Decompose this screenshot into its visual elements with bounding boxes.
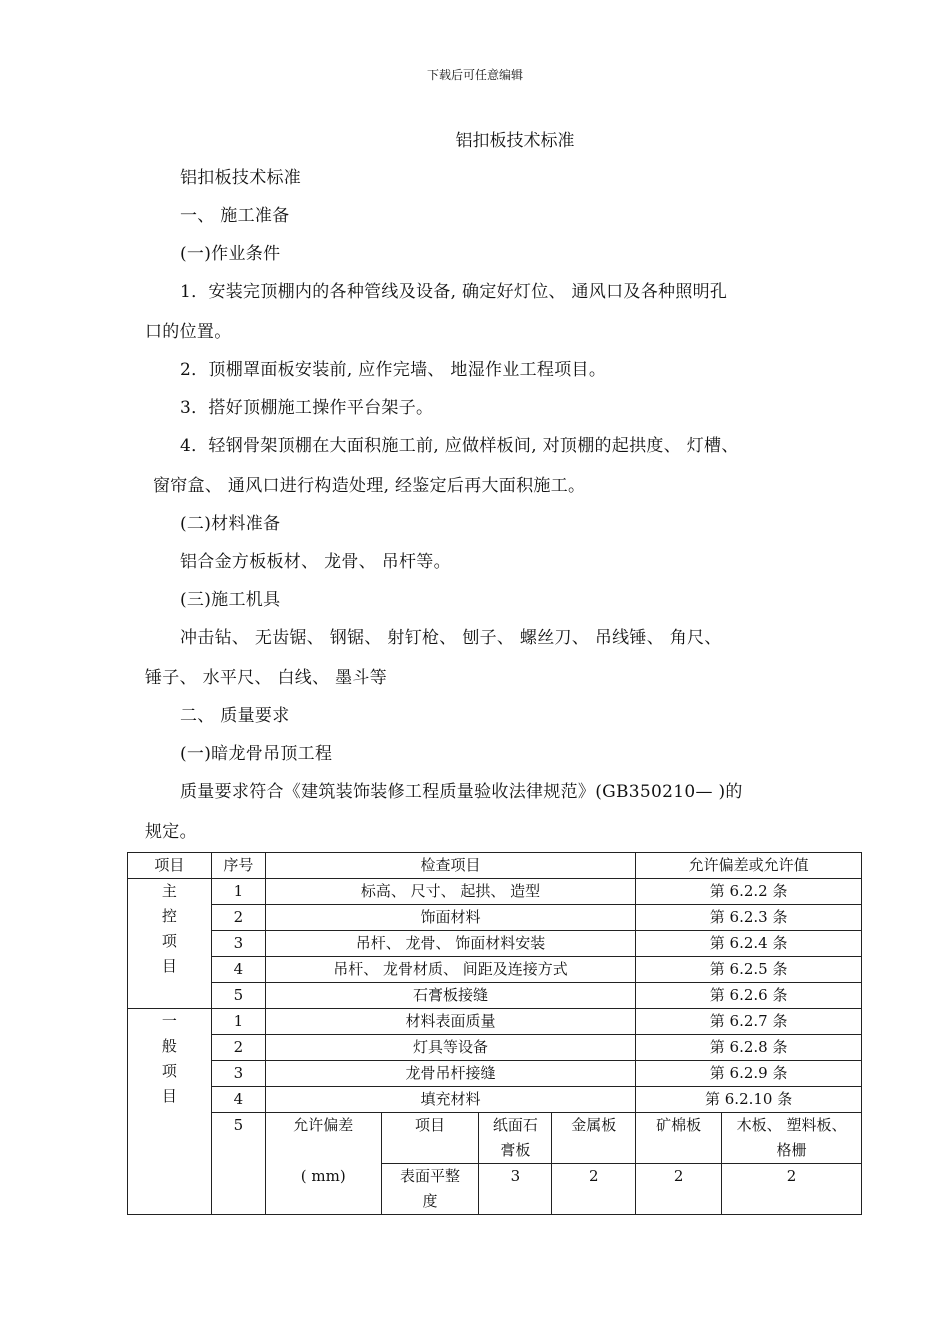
paragraph-item-1-cont: 口的位置。: [145, 322, 232, 342]
table-header-row: [128, 853, 862, 879]
paragraph-materials: 铝合金方板板材、 龙骨、 吊杆等。: [180, 552, 451, 572]
table-row: [128, 1087, 862, 1113]
col-metal-header: 金属板: [552, 1113, 636, 1164]
paragraph-item-2: 2．顶棚罩面板安装前, 应作完墙、 地湿作业工程项目。: [180, 360, 607, 380]
section-heading-prep: 一、 施工准备: [180, 206, 290, 226]
row-number: 2: [211, 1035, 265, 1061]
row-number: 2: [211, 905, 265, 931]
table-row: [128, 1009, 862, 1035]
row-number: 5: [211, 1113, 265, 1215]
paragraph-tools: 冲击钻、 无齿锯、 钢锯、 射钉枪、 刨子、 螺丝刀、 吊线锤、 角尺、: [180, 628, 722, 648]
row-value: 第 6.2.3 条: [636, 905, 862, 931]
table-row: [128, 1035, 862, 1061]
section-heading-quality: 二、 质量要求: [180, 706, 290, 726]
row-number: 4: [211, 1087, 265, 1113]
row-value: 第 6.2.10 条: [636, 1087, 862, 1113]
table-row: [128, 1113, 862, 1164]
paragraph-item-4-cont: 窗帘盒、 通风口进行构造处理, 经鉴定后再大面积施工。: [153, 476, 586, 496]
tolerance-label: 允许偏差: [265, 1113, 381, 1164]
paragraph-standard-cont: 规定。: [145, 822, 197, 842]
row-number: 1: [211, 1009, 265, 1035]
measure-item: 表面平整 度: [381, 1164, 479, 1215]
row-item: 填充材料: [265, 1087, 635, 1113]
group-label-main-control: 主 控 项 目: [128, 879, 212, 1009]
col-mineral-header: 矿棉板: [636, 1113, 722, 1164]
table-row: [128, 983, 862, 1009]
col-gypsum-header: 纸面石 膏板: [479, 1113, 552, 1164]
row-item: 吊杆、 龙骨材质、 间距及连接方式: [265, 957, 635, 983]
page-header: 下载后可任意编辑: [426, 68, 523, 82]
tolerance-unit: ( mm): [265, 1164, 381, 1215]
subheading-materials: (二)材料准备: [180, 514, 281, 534]
subheading-conditions: (一)作业条件: [180, 244, 281, 264]
row-value: 第 6.2.9 条: [636, 1061, 862, 1087]
subheading-ceiling: (一)暗龙骨吊顶工程: [180, 744, 333, 764]
subheading-tools: (三)施工机具: [180, 590, 281, 610]
col-item-header: 项目: [381, 1113, 479, 1164]
paragraph-item-3: 3．搭好顶棚施工操作平台架子。: [180, 398, 434, 418]
row-number: 3: [211, 1061, 265, 1087]
paragraph-tools-cont: 锤子、 水平尺、 白线、 墨斗等: [145, 668, 388, 688]
table-row: [128, 957, 862, 983]
row-item: 材料表面质量: [265, 1009, 635, 1035]
row-value: 第 6.2.6 条: [636, 983, 862, 1009]
row-number: 4: [211, 957, 265, 983]
paragraph-doc-title: 铝扣板技术标准: [180, 168, 302, 188]
paragraph-item-4: 4．轻钢骨架顶棚在大面积施工前, 应做样板间, 对顶棚的起拱度、 灯槽、: [180, 436, 739, 456]
row-item: 标高、 尺寸、 起拱、 造型: [265, 879, 635, 905]
row-item: 石膏板接缝: [265, 983, 635, 1009]
row-item: 龙骨吊杆接缝: [265, 1061, 635, 1087]
row-number: 1: [211, 879, 265, 905]
value-metal: 2: [552, 1164, 636, 1215]
table-row: [128, 905, 862, 931]
paragraph-standard: 质量要求符合《建筑装饰装修工程质量验收法律规范》(GB350210— )的: [180, 782, 743, 802]
row-number: 3: [211, 931, 265, 957]
value-gypsum: 3: [479, 1164, 552, 1215]
table-row: [128, 931, 862, 957]
table-row: [128, 1061, 862, 1087]
group-label-general: 一 般 项 目: [128, 1009, 212, 1215]
header-number: 序号: [211, 853, 265, 879]
row-value: 第 6.2.5 条: [636, 957, 862, 983]
header-category: 项目: [128, 853, 212, 879]
row-item: 灯具等设备: [265, 1035, 635, 1061]
row-item: 饰面材料: [265, 905, 635, 931]
row-value: 第 6.2.2 条: [636, 879, 862, 905]
row-number: 5: [211, 983, 265, 1009]
page-title: 铝扣板技术标准: [455, 131, 575, 151]
row-value: 第 6.2.8 条: [636, 1035, 862, 1061]
row-value: 第 6.2.4 条: [636, 931, 862, 957]
value-wood: 2: [722, 1164, 862, 1215]
quality-table: [127, 852, 862, 1215]
col-wood-header: 木板、 塑料板、 格栅: [722, 1113, 862, 1164]
value-mineral: 2: [636, 1164, 722, 1215]
paragraph-item-1: 1．安装完顶棚内的各种管线及设备, 确定好灯位、 通风口及各种照明孔: [180, 282, 728, 302]
row-value: 第 6.2.7 条: [636, 1009, 862, 1035]
row-item: 吊杆、 龙骨、 饰面材料安装: [265, 931, 635, 957]
header-check-item: 检查项目: [265, 853, 635, 879]
header-tolerance: 允许偏差或允许值: [636, 853, 862, 879]
table-row: [128, 879, 862, 905]
